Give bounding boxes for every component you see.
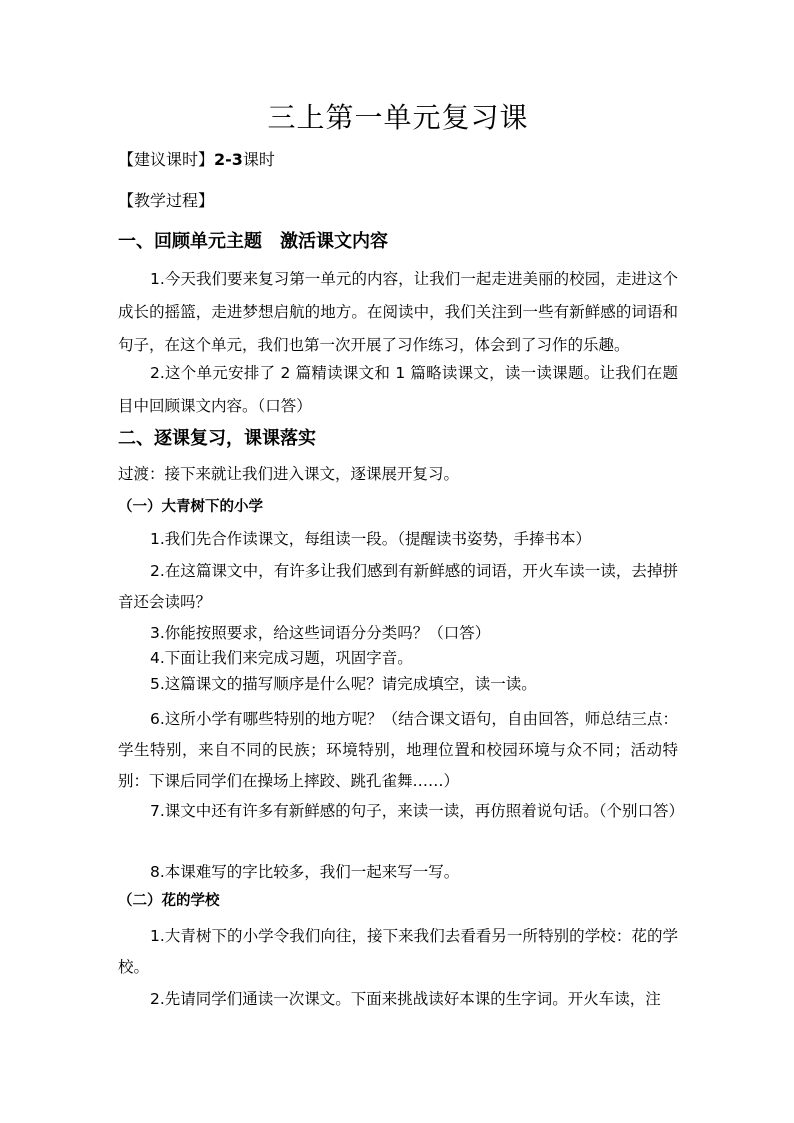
section2-transition: 过渡：接下来就让我们进入课文，逐课展开复习。	[118, 465, 460, 483]
section1-heading: 一、回顾单元主题 激活课文内容	[118, 231, 388, 252]
suggested-hours-label: 【建议课时】	[118, 150, 215, 169]
lesson2-item-2: 2.先请同学们通读一次课文。下面来挑战读好本课的生字词。开火车读，注	[150, 990, 661, 1008]
document-title: 三上第一单元复习课	[267, 101, 529, 134]
suggested-hours-unit: 课时	[242, 150, 275, 169]
section1-paragraph-1: 1.今天我们要来复习第一单元的内容，让我们一起走进美丽的校园，走进这个成长的摇篮，走进梦想启航的地方。在阅读中，我们关注到一些有新鲜感的词语和句子，在这个单元，我们也第一次开展了习作练习，体会到了习作的乐趣。	[118, 270, 678, 354]
lesson2-heading: （二）花的学校	[118, 893, 220, 909]
lesson1-heading: （一）大青树下的小学	[118, 499, 263, 515]
lesson1-item-7: 7.课文中还有许多有新鲜感的句子，来读一读，再仿照着说句话。（个别口答）	[150, 802, 685, 820]
lesson1-item-2: 2.在这篇课文中，有许多让我们感到有新鲜感的词语，开火车读一读，去掉拼音还会读吗？	[118, 562, 678, 611]
section2-heading: 二、逐课复习，课课落实	[118, 428, 316, 449]
lesson1-item-4: 4.下面让我们来完成习题，巩固字音。	[150, 649, 413, 667]
lesson2-item-1: 1.大青树下的小学令我们向往，接下来我们去看看另一所特别的学校：花的学校。	[118, 927, 678, 976]
lesson1-item-5: 5.这篇课文的描写顺序是什么呢？请完成填空，读一读。	[150, 675, 537, 693]
suggested-hours-value: 2-3	[214, 150, 243, 169]
section1-paragraph-2: 2.这个单元安排了 2 篇精读课文和 1 篇略读课文，读一读课题。让我们在题目中回顾课文内容。（口答）	[118, 364, 678, 415]
lesson1-item-8: 8.本课难写的字比较多，我们一起来写一写。	[150, 863, 460, 881]
lesson1-item-3: 3.你能按照要求，给这些词语分分类吗？（口答）	[150, 624, 491, 642]
lesson1-item-6: 6.这所小学有哪些特别的地方呢？（结合课文语句，自由回答，师总结三点：学生特别，来自不同的民族；环境特别，地理位置和校园环境与众不同；活动特别：下课后同学们在操场上摔跤、跳孔雀舞……）	[118, 710, 678, 790]
lesson1-item-1: 1.我们先合作读课文，每组读一段。（提醒读书姿势，手捧书本）	[150, 530, 592, 548]
suggested-hours	[118, 149, 275, 171]
teaching-process-label: 【教学过程】	[118, 191, 215, 210]
